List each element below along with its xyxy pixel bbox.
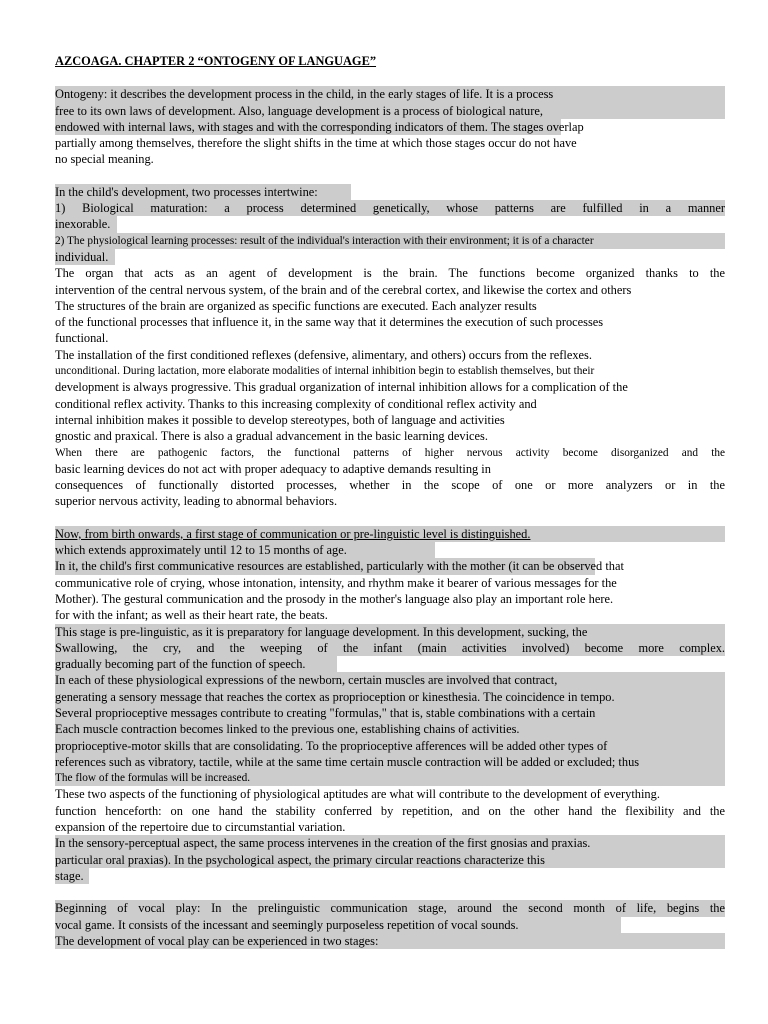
document-page bbox=[55, 53, 725, 949]
text-line: intervention of the central nervous system, of the brain and of the cerebral cortex, and likewise the cortex and others bbox=[55, 282, 632, 297]
highlighted-text-line: In the sensory-perceptual aspect, the same process intervenes in the creation of the first gnosias and praxias. bbox=[55, 835, 725, 851]
highlighted-text-line: 1) Biological maturation: a process determined genetically, whose patterns are fulfilled in a manner bbox=[55, 201, 725, 216]
highlighted-text-line: Now, from birth onwards, a first stage of communication or pre-linguistic level is distinguished. bbox=[55, 526, 725, 542]
highlighted-text-line: vocal game. It consists of the incessant and seemingly purposeless repetition of vocal sounds. bbox=[55, 917, 725, 933]
highlighted-text-line: The development of vocal play can be experienced in two stages: bbox=[55, 933, 725, 949]
highlighted-text-line: In each of these physiological expressions of the newborn, certain muscles are involved that contract, bbox=[55, 672, 725, 688]
text-line: function henceforth: on one hand the stability conferred by repetition, and on the other hand the flexibility and the bbox=[55, 803, 725, 818]
text-line: conditional reflex activity. Thanks to this increasing complexity of conditional reflex activity and bbox=[55, 396, 537, 411]
highlighted-text-line: which extends approximately until 12 to 15 months of age. bbox=[55, 542, 725, 558]
highlighted-text-line: Ontogeny: it describes the development process in the child, in the early stages of life. It is a process bbox=[55, 86, 725, 102]
highlighted-text-line: Each muscle contraction becomes linked to the previous one, establishing chains of activities. bbox=[55, 721, 725, 737]
text-line: When there are pathogenic factors, the functional patterns of higher nervous activity become disorganized and the bbox=[55, 446, 725, 459]
text-line: no special meaning. bbox=[55, 152, 154, 167]
text-line: Mother). The gestural communication and the prosody in the mother's language also play an important role here. bbox=[55, 591, 614, 606]
highlighted-text-line: This stage is pre-linguistic, as it is preparatory for language development. In this development, sucking, the bbox=[55, 624, 725, 640]
text-line: These two aspects of the functioning of physiological aptitudes are what will contribute to the development of everything. bbox=[55, 787, 660, 802]
highlighted-text-line: endowed with internal laws, with stages and with the corresponding indicators of them. The stages overlap bbox=[55, 119, 725, 135]
highlighted-text-line: 2) The physiological learning processes: result of the individual's interaction with their environment; it is of a character bbox=[55, 233, 725, 249]
text-line: unconditional. During lactation, more elaborate modalities of internal inhibition begin to establish themselves, but their bbox=[55, 365, 595, 378]
document-body bbox=[55, 86, 725, 949]
highlighted-text-line: free to its own laws of development. Also, language development is a process of biological nature, bbox=[55, 103, 725, 119]
text-line: internal inhibition makes it possible to develop stereotypes, both of language and activities bbox=[55, 412, 505, 427]
highlighted-text-line: inexorable. bbox=[55, 216, 725, 232]
highlighted-text-line: gradually becoming part of the function of speech. bbox=[55, 656, 725, 672]
text-line: functional. bbox=[55, 331, 109, 346]
text-line: basic learning devices do not act with proper adequacy to adaptive demands resulting in bbox=[55, 461, 491, 476]
paragraph-gap bbox=[55, 510, 725, 526]
document-title: AZCOAGA. CHAPTER 2 “ONTOGENY OF LANGUAGE” bbox=[55, 54, 377, 68]
text-line: expansion of the repertoire due to circumstantial variation. bbox=[55, 820, 346, 835]
highlighted-text-line: The flow of the formulas will be increased. bbox=[55, 770, 725, 786]
text-line: The installation of the first conditioned reflexes (defensive, alimentary, and others) occurs from the reflexes. bbox=[55, 347, 592, 362]
text-line: The structures of the brain are organized as specific functions are executed. Each analyzer results bbox=[55, 298, 537, 313]
paragraph-gap bbox=[55, 168, 725, 184]
highlighted-text-line: particular oral praxias). In the psychological aspect, the primary circular reactions characterize this bbox=[55, 852, 725, 868]
text-line: superior nervous activity, leading to abnormal behaviors. bbox=[55, 494, 338, 509]
text-line: for with the infant; as well as their heart rate, the beats. bbox=[55, 608, 328, 623]
text-line: consequences of functionally distorted processes, whether in the scope of one or more analyzers or in the bbox=[55, 478, 725, 493]
highlighted-text-line: proprioceptive-motor skills that are consolidating. To the proprioceptive afferences will be added other types of bbox=[55, 738, 725, 754]
highlighted-text-line: Several proprioceptive messages contribute to creating "formulas," that is, stable combinations with a certain bbox=[55, 705, 725, 721]
text-line: gnostic and praxical. There is also a gradual advancement in the basic learning devices. bbox=[55, 429, 488, 444]
paragraph-gap bbox=[55, 884, 725, 900]
text-line: partially among themselves, therefore the slight shifts in the time at which those stages occur do not have bbox=[55, 136, 577, 151]
highlighted-text-line: references such as vibratory, tactile, while at the same time certain muscle contraction will be added or excluded; thus bbox=[55, 754, 725, 770]
text-line: communicative role of crying, whose intonation, intensity, and rhythm make it bearer of various messages for the bbox=[55, 575, 617, 590]
text-line: development is always progressive. This gradual organization of internal inhibition allows for a complication of the bbox=[55, 380, 628, 395]
highlighted-text-line: In the child's development, two processes intertwine: bbox=[55, 184, 725, 200]
highlighted-text-line: Beginning of vocal play: In the prelinguistic communication stage, around the second month of life, begins the bbox=[55, 901, 725, 916]
highlighted-text-line: In it, the child's first communicative resources are established, particularly with the mother (it can be observed that bbox=[55, 558, 725, 574]
highlighted-text-line: generating a sensory message that reaches the cortex as proprioception or kinesthesia. The coincidence in tempo. bbox=[55, 689, 725, 705]
text-line: of the functional processes that influence it, in the same way that it determines the execution of such processes bbox=[55, 315, 604, 330]
text-line: The organ that acts as an agent of development is the brain. The functions become organized thanks to the bbox=[55, 266, 725, 281]
highlighted-text-line: stage. bbox=[55, 868, 725, 884]
highlighted-text-line: Swallowing, the cry, and the weeping of the infant (main activities involved) become more complex. bbox=[55, 640, 725, 655]
highlighted-text-line: individual. bbox=[55, 249, 725, 265]
